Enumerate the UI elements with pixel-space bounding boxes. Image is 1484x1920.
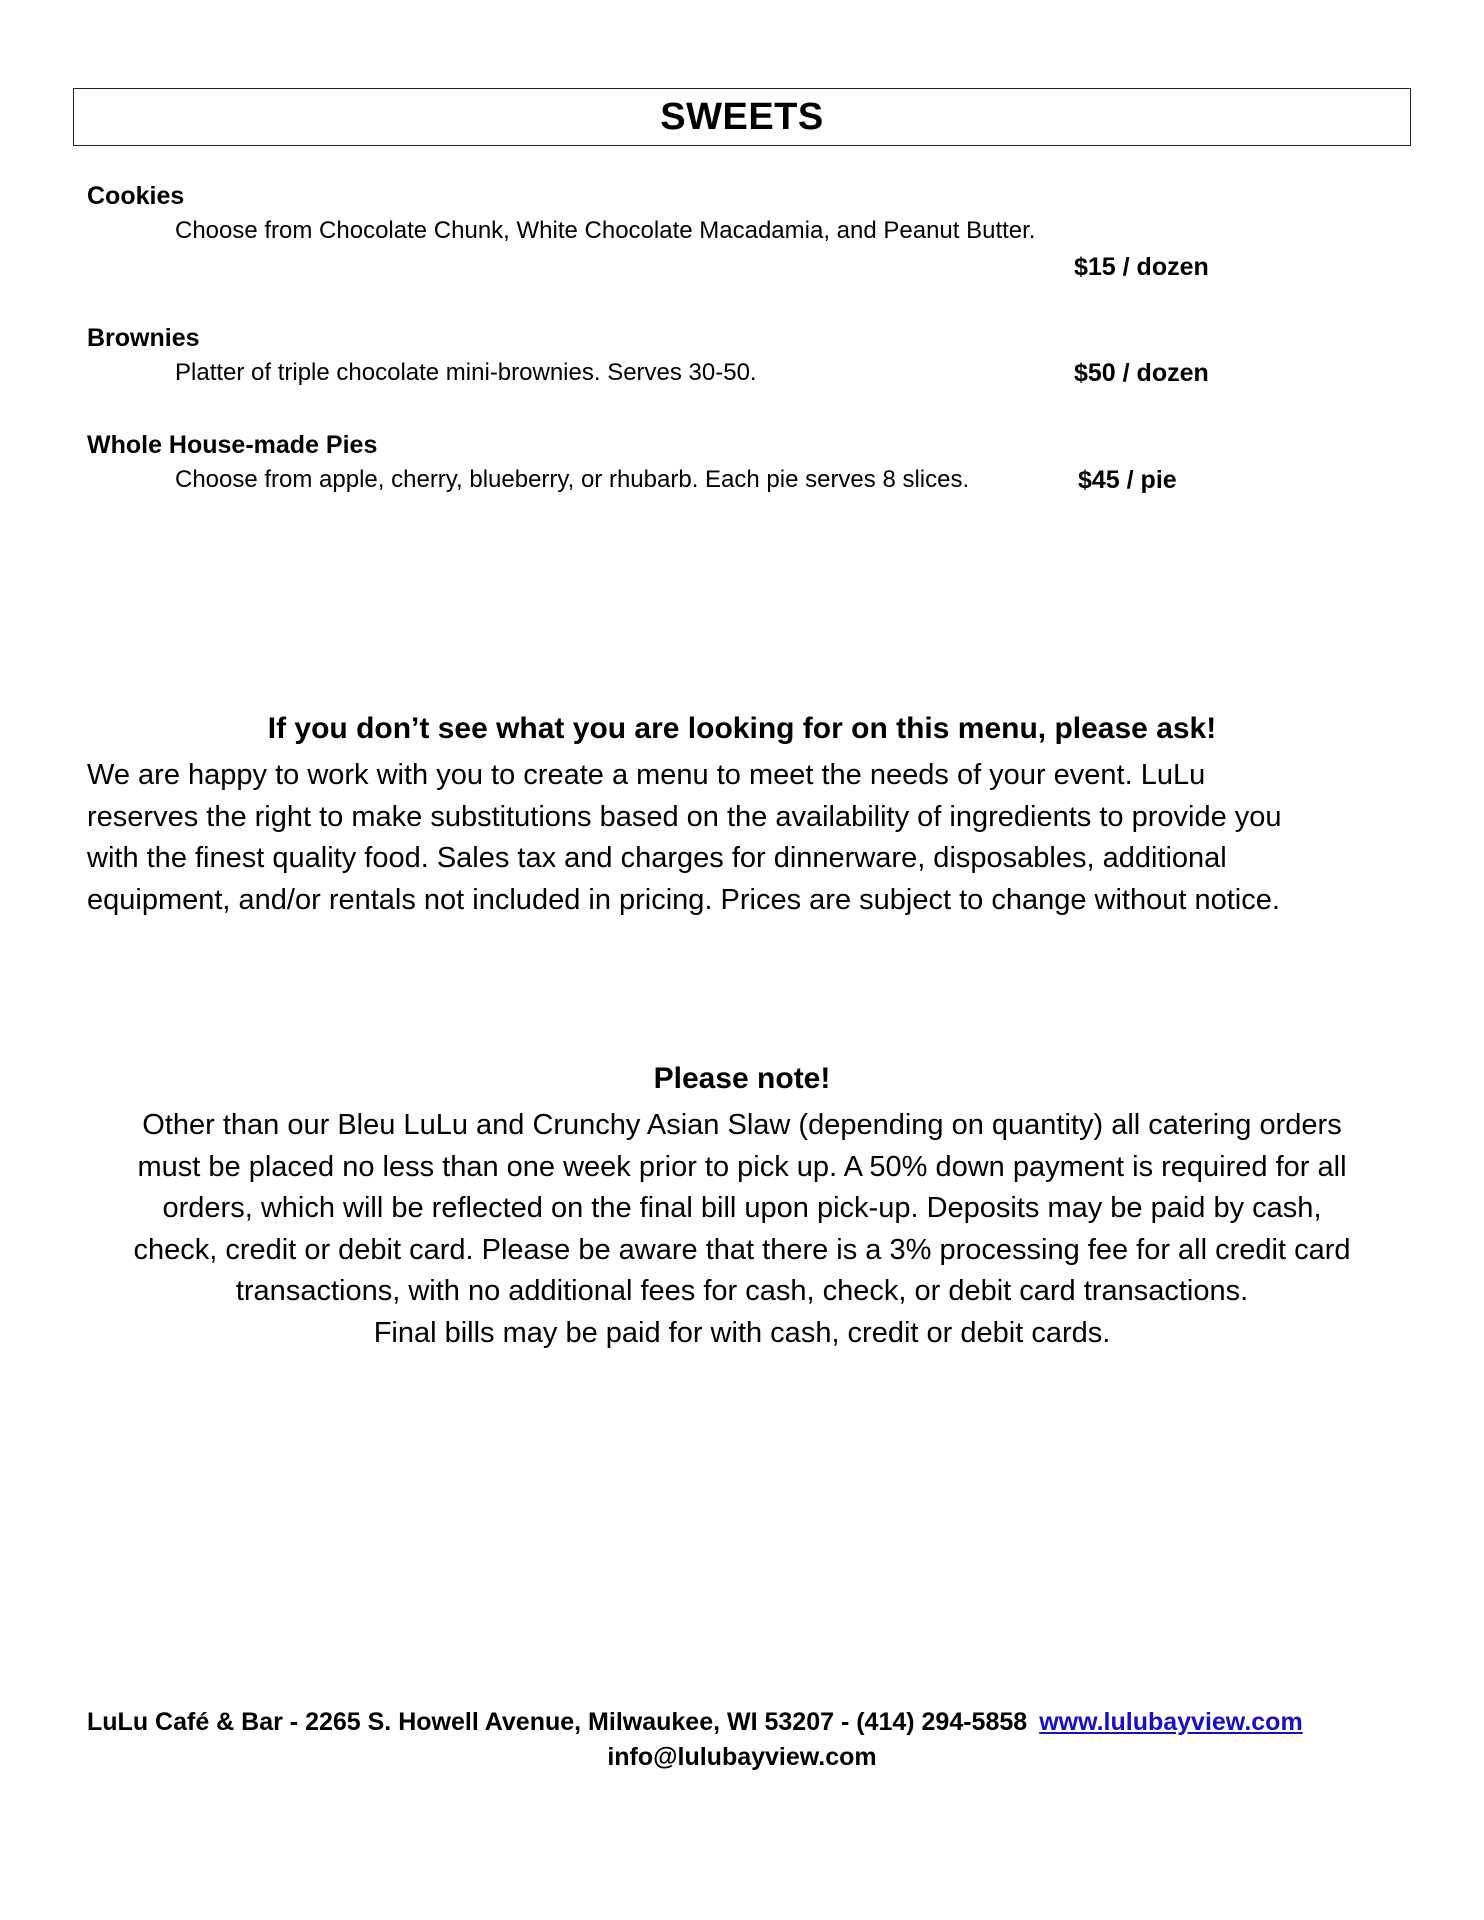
item-name-brownies: Brownies xyxy=(87,324,200,352)
ask-line: equipment, and/or rentals not included in pricing. Prices are subject to change without notice. xyxy=(87,883,1280,916)
item-price-pies: $45 / pie xyxy=(1078,466,1177,494)
item-name-cookies: Cookies xyxy=(87,182,185,210)
note-line: transactions, with no additional fees for cash, check, or debit card transactions. xyxy=(235,1275,1249,1307)
item-description-cookies: Choose from Chocolate Chunk, White Chocolate Macadamia, and Peanut Butter. xyxy=(175,217,1036,244)
ask-line: reserves the right to make substitutions based on the availability of ingredients to provide you xyxy=(87,800,1282,833)
ask-heading: If you don’t see what you are looking for on this menu, please ask! xyxy=(267,712,1217,745)
website-link[interactable]: www.lulubayview.com xyxy=(1039,1708,1303,1736)
note-line: check, credit or debit card. Please be aware that there is a 3% processing fee for all credit card xyxy=(133,1233,1351,1266)
section-title: SWEETS xyxy=(660,96,824,138)
item-price-brownies: $50 / dozen xyxy=(1074,359,1209,387)
note-paragraph xyxy=(0,1105,1484,1354)
item-name-pies: Whole House-made Pies xyxy=(87,431,378,459)
item-description-pies: Choose from apple, cherry, blueberry, or rhubarb. Each pie serves 8 slices. xyxy=(175,466,970,493)
note-line: Other than our Bleu LuLu and Crunchy Asian Slaw (depending on quantity) all catering orders xyxy=(142,1109,1342,1141)
note-line: Final bills may be paid for with cash, credit or debit cards. xyxy=(373,1316,1111,1349)
item-price-cookies: $15 / dozen xyxy=(1074,253,1209,281)
ask-line: with the finest quality food. Sales tax and charges for dinnerware, disposables, additional xyxy=(87,842,1227,874)
section-title-box xyxy=(73,88,1411,146)
ask-paragraph xyxy=(87,755,1427,921)
ask-line: We are happy to work with you to create a menu to meet the needs of your event. LuLu xyxy=(87,759,1206,791)
note-heading: Please note! xyxy=(653,1062,831,1095)
footer-email: info@lulubayview.com xyxy=(607,1743,877,1771)
footer-contact xyxy=(87,1708,1303,1737)
note-line: orders, which will be reflected on the final bill upon pick-up. Deposits may be paid by cash, xyxy=(162,1192,1322,1224)
item-description-brownies: Platter of triple chocolate mini-brownies. Serves 30-50. xyxy=(175,359,757,386)
footer-address: LuLu Café & Bar - 2265 S. Howell Avenue, Milwaukee, WI 53207 - (414) 294-5858 xyxy=(87,1708,1028,1736)
note-line: must be placed no less than one week prior to pick up. A 50% down payment is required for all xyxy=(137,1150,1347,1183)
